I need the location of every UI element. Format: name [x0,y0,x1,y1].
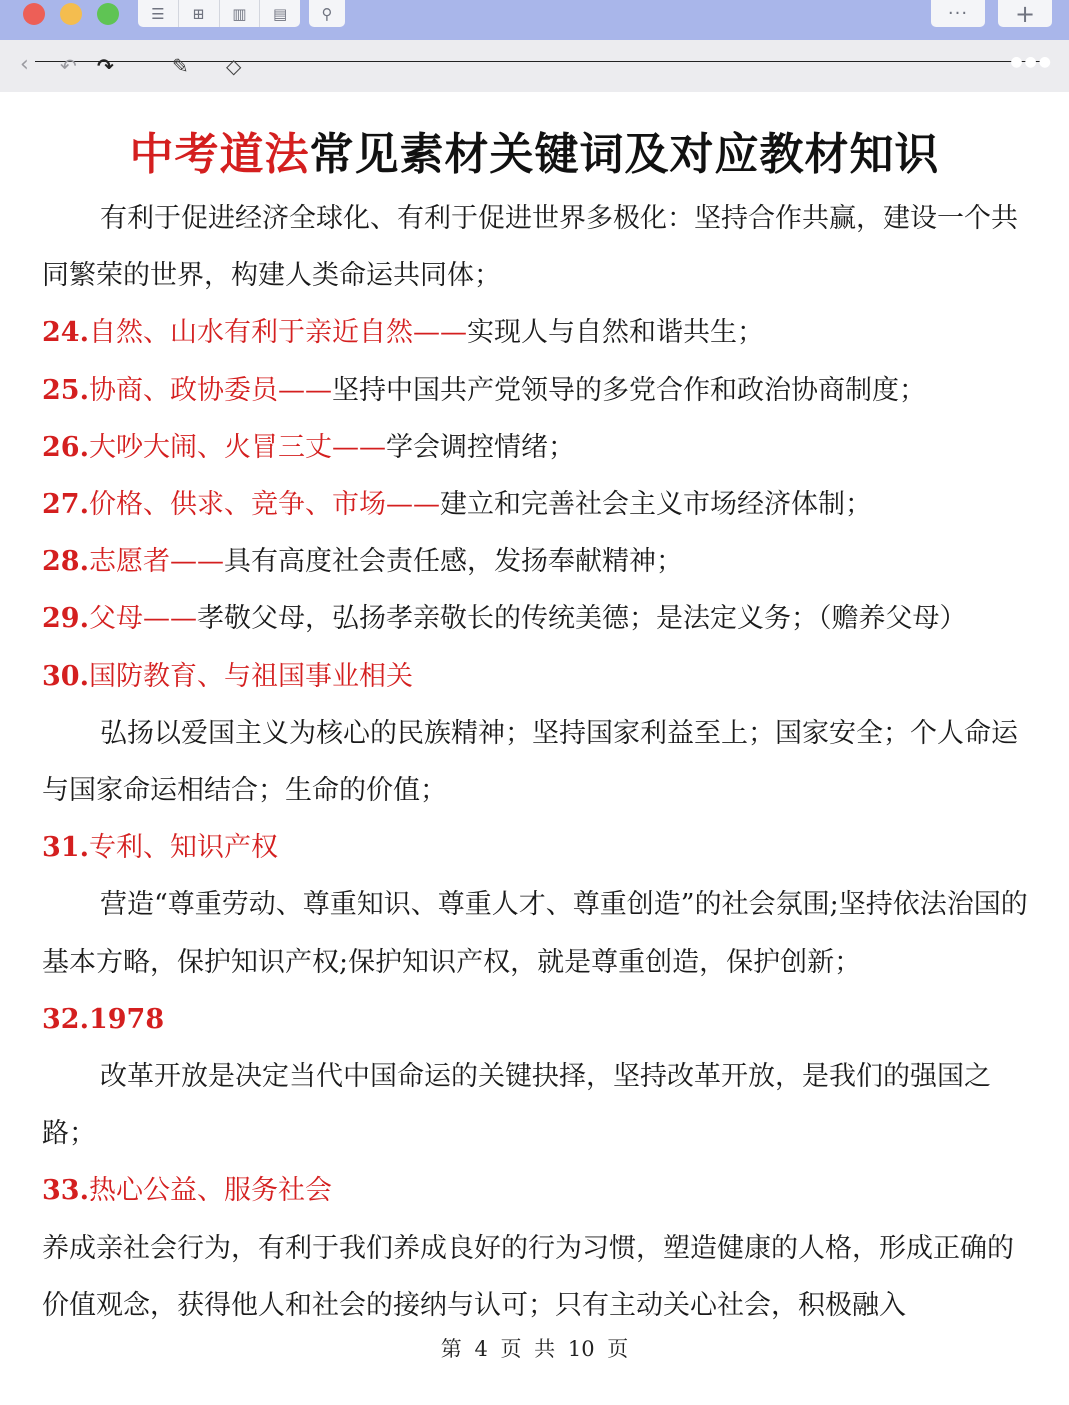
section-paragraph-33: 养成亲社会行为，有利于我们养成良好的行为习惯，塑造健康的人格，形成正确的价值观念，获得他人和社会的接纳与认可；只有主动关心社会，积极融入 [42,1232,1014,1321]
window-icon[interactable]: ▤ [273,4,288,23]
more-dots-icon[interactable]: ●●● [1010,54,1053,70]
search-icon[interactable]: ⚲ [309,0,345,27]
undo-icon[interactable]: ↶ [60,54,77,78]
grid-icon[interactable]: ⊞ [179,0,220,27]
item-keyword: 价格、供求、竞争、市场 [88,489,386,521]
map-icon[interactable]: ▥ [220,0,261,27]
item-keyword: 自然、山水有利于亲近自然 [88,317,413,349]
item-number: 24. [42,317,89,349]
eraser-icon[interactable]: ◇ [226,54,242,78]
redo-icon[interactable]: ↷ [97,54,114,78]
item-separator: —— [169,546,224,578]
section-heading-31 [42,819,1038,876]
item-number: 26. [42,431,89,463]
page-number: 第 4 页 共 10 页 [440,1337,629,1361]
item-number: 30. [42,660,89,692]
item-separator: —— [412,317,467,349]
list-icon[interactable]: ☰ [138,0,179,27]
item-keyword: 1978 [88,1003,165,1035]
list-item [42,476,1038,533]
item-keyword: 协商、政协委员 [88,374,278,406]
annotation-toolbar [0,40,1069,92]
list-item [42,304,1038,361]
title-black-part: 常见素材关键词及对应教材知识 [309,129,940,180]
item-text: 孝敬父母，弘扬孝亲敬长的传统美德；是法定义务；（赡养父母） [196,603,967,635]
item-text: 建立和完善社会主义市场经济体制； [439,489,872,521]
intro-paragraph: 有利于促进经济全球化、有利于促进世界多极化：坚持合作共赢，建设一个共同繁荣的世界，构建人类命运共同体； [42,203,1018,292]
window-titlebar [0,0,1069,40]
item-number: 25. [42,374,89,406]
section-paragraph-30: 弘扬以爱国主义为核心的民族精神；坚持国家利益至上；国家安全；个人命运与国家命运相结合；生命的价值； [42,717,1018,807]
item-keyword: 热心公益、服务社会 [88,1175,332,1207]
more-icon[interactable]: ··· [931,0,985,27]
item-text: 学会调控情绪； [385,431,575,463]
item-keyword: 大吵大闹、火冒三丈 [88,431,332,463]
back-icon[interactable]: ‹ [20,52,29,77]
document-body [42,190,1038,1334]
zoom-icon[interactable] [97,3,119,25]
item-keyword: 父母 [88,603,143,635]
plus-icon[interactable]: + [998,0,1052,27]
close-icon[interactable] [23,3,45,25]
item-keyword: 国防教育、与祖国事业相关 [88,660,413,692]
view-toolbar-group [138,0,300,27]
list-item [42,590,1038,647]
section-heading-32 [42,991,1038,1048]
item-text: 坚持中国共产党领导的多党合作和政治协商制度； [331,374,926,406]
item-number: 28. [42,546,89,578]
section-heading-33 [42,1162,1038,1219]
item-number: 33. [42,1175,89,1207]
minimize-icon[interactable] [60,3,82,25]
item-number: 29. [42,603,89,635]
list-item [42,419,1038,476]
item-separator: —— [277,374,332,406]
section-paragraph-32: 改革开放是决定当代中国命运的关键抉择，坚持改革开放，是我们的强国之路； [42,1061,991,1150]
page-title [0,118,1069,182]
item-number: 31. [42,832,89,864]
section-heading-30 [42,648,1038,705]
section-paragraph-31: 营造“尊重劳动、尊重知识、尊重人才、尊重创造”的社会氛围;坚持依法治国的基本方略，保护知识产权;保护知识产权，就是尊重创造，保护创新； [42,889,1028,978]
item-separator: —— [331,431,386,463]
item-number: 27. [42,489,89,521]
list-item [42,533,1038,590]
pencil-icon[interactable]: ✎ [172,54,189,78]
item-separator: —— [385,489,440,521]
item-text: 具有高度社会责任感，发扬奉献精神； [223,546,683,578]
item-keyword: 志愿者 [88,546,170,578]
item-separator: —— [142,603,197,635]
item-number: 32. [42,1003,89,1035]
item-text: 实现人与自然和谐共生； [466,317,764,349]
title-red-part: 中考道法 [129,129,310,180]
item-keyword: 专利、知识产权 [88,832,278,864]
list-item [42,362,1038,419]
